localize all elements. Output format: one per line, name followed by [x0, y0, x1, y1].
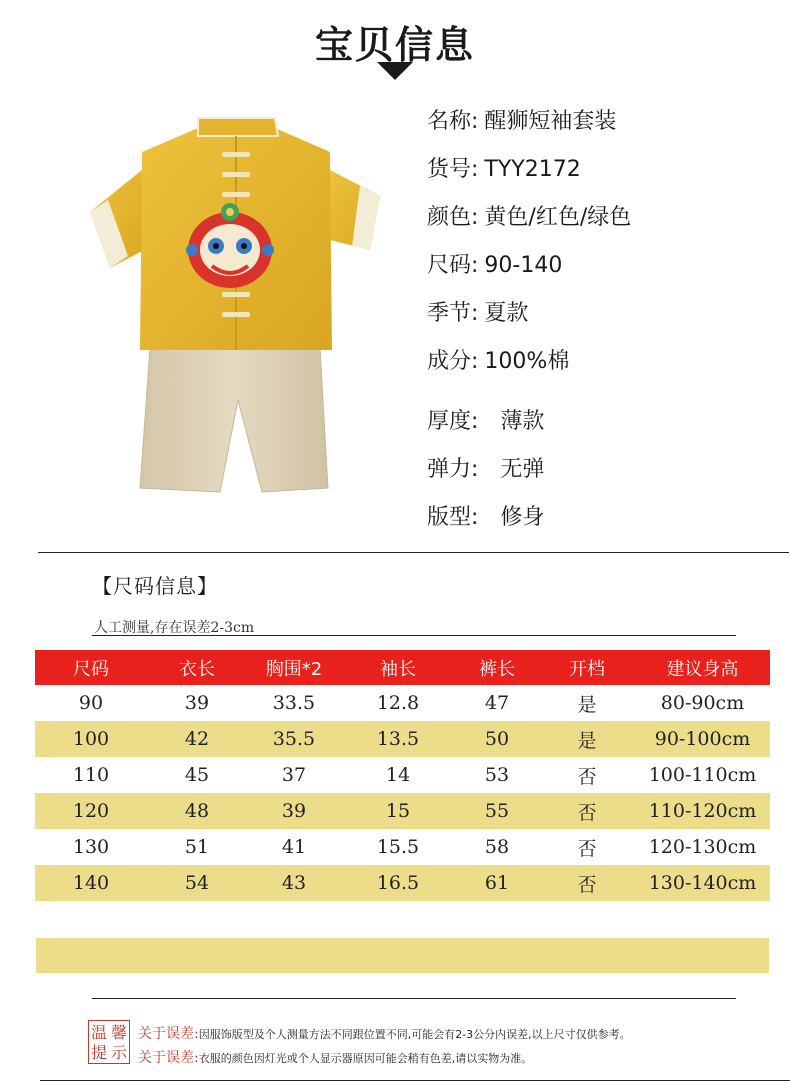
notice-key: 关于误差:	[138, 1026, 199, 1042]
column-header: 尺码	[35, 650, 147, 685]
table-cell: 54	[147, 865, 247, 901]
table-cell: 16.5	[341, 865, 455, 901]
table-cell: 100	[35, 721, 147, 757]
table-cell: 120	[35, 793, 147, 829]
table-cell: 55	[455, 793, 539, 829]
table-cell: 61	[455, 865, 539, 901]
spec-key: 版型:	[427, 505, 479, 530]
notice-text: 衣服的颜色因灯光或个人显示器原因可能会稍有色差,请以实物为准。	[198, 1052, 533, 1065]
divider	[40, 1080, 790, 1081]
table-cell: 48	[147, 793, 247, 829]
table-cell: 14	[385, 764, 411, 786]
seal-char: 温	[90, 1023, 107, 1042]
down-arrow-icon	[377, 62, 413, 80]
page-title: 宝贝信息	[314, 23, 475, 67]
spec-value: 黄色/红色/绿色	[484, 205, 632, 230]
spec-key: 成分:	[427, 349, 479, 374]
column-header: 袖长	[341, 650, 455, 685]
column-header: 胸围*2	[247, 650, 341, 685]
table-cell: 80-90cm	[660, 692, 745, 714]
spec-size	[427, 248, 562, 279]
table-cell: 39	[247, 793, 341, 829]
table-cell: 否	[539, 865, 635, 901]
table-cell: 15.5	[376, 836, 420, 858]
table-row	[35, 865, 770, 901]
table-cell: 33.5	[272, 692, 316, 714]
table-row	[35, 721, 770, 757]
spec-value: 100%棉	[484, 349, 570, 374]
table-cell: 90-100cm	[635, 721, 770, 757]
spec-value: 夏款	[484, 301, 529, 326]
notice-key: 关于误差:	[138, 1050, 199, 1066]
table-cell: 43	[247, 865, 341, 901]
seal-char: 馨	[110, 1023, 127, 1042]
column-header: 裤长	[455, 650, 539, 685]
spec-key: 名称:	[427, 109, 479, 134]
table-cell: 42	[147, 721, 247, 757]
spec-value: 薄款	[500, 409, 545, 434]
spec-key: 季节:	[427, 301, 479, 326]
table-cell: 12.8	[376, 692, 420, 714]
spec-value: 无弹	[500, 457, 545, 482]
table-cell: 130-140cm	[635, 865, 770, 901]
table-cell: 41	[281, 836, 307, 858]
table-cell: 110-120cm	[635, 793, 770, 829]
yellow-band	[36, 938, 769, 973]
table-cell: 否	[577, 837, 597, 860]
spec-name	[427, 104, 616, 135]
column-header: 建议身高	[635, 650, 770, 685]
spec-season	[427, 296, 528, 327]
table-row	[35, 829, 770, 865]
spec-key: 厚度:	[427, 409, 479, 434]
spec-key: 货号:	[427, 157, 479, 182]
table-row	[35, 685, 770, 721]
spec-key: 弹力:	[427, 457, 479, 482]
table-cell: 47	[484, 692, 510, 714]
table-cell: 否	[577, 765, 597, 788]
table-header-row	[35, 650, 770, 685]
table-cell: 58	[484, 836, 510, 858]
spec-sku	[427, 152, 581, 183]
table-row	[35, 757, 770, 793]
table-cell: 15	[341, 793, 455, 829]
table-cell: 37	[281, 764, 307, 786]
table-cell: 39	[184, 692, 210, 714]
table-cell: 35.5	[247, 721, 341, 757]
notice-line	[138, 1023, 631, 1043]
table-row	[35, 793, 770, 829]
product-image	[80, 100, 410, 520]
spec-elasticity	[427, 452, 544, 483]
spec-key: 尺码:	[427, 253, 479, 278]
table-cell: 90	[78, 692, 104, 714]
spec-key: 颜色:	[427, 205, 479, 230]
spec-value: 修身	[500, 505, 545, 530]
table-cell: 140	[35, 865, 147, 901]
spec-fit	[427, 500, 544, 531]
table-cell: 110	[72, 764, 110, 786]
column-header: 衣长	[147, 650, 247, 685]
notice-text: 因服饰版型及个人测量方法不同跟位置不同,可能会有2-3公分内误差,以上尺寸仅供参考。	[198, 1028, 631, 1041]
spec-material	[427, 344, 569, 375]
collar	[198, 118, 278, 136]
spec-value: 醒狮短袖套装	[484, 109, 617, 134]
table-cell: 是	[577, 693, 597, 716]
warm-tips-seal	[88, 1020, 130, 1064]
spec-value: TYY2172	[484, 157, 581, 182]
table-cell: 100-110cm	[648, 764, 757, 786]
spec-thickness	[427, 404, 544, 435]
table-cell: 50	[455, 721, 539, 757]
spec-color	[427, 200, 631, 231]
pants-shape	[140, 348, 328, 492]
table-cell: 120-130cm	[648, 836, 757, 858]
table-cell: 53	[484, 764, 510, 786]
size-table	[35, 650, 770, 901]
spec-value: 90-140	[484, 253, 563, 278]
size-section-note: 人工测量,存在误差2-3cm	[94, 620, 255, 636]
table-cell: 是	[539, 721, 635, 757]
table-cell: 否	[539, 793, 635, 829]
table-cell: 130	[72, 836, 110, 858]
seal-char: 提	[90, 1043, 107, 1062]
divider	[38, 552, 789, 553]
table-cell: 51	[184, 836, 210, 858]
divider	[92, 635, 736, 636]
table-cell: 45	[184, 764, 210, 786]
divider	[92, 998, 736, 999]
table-cell: 13.5	[341, 721, 455, 757]
column-header: 开档	[539, 650, 635, 685]
seal-char: 示	[110, 1043, 127, 1062]
notice-line	[138, 1047, 532, 1067]
size-section-title: 【尺码信息】	[92, 574, 218, 598]
